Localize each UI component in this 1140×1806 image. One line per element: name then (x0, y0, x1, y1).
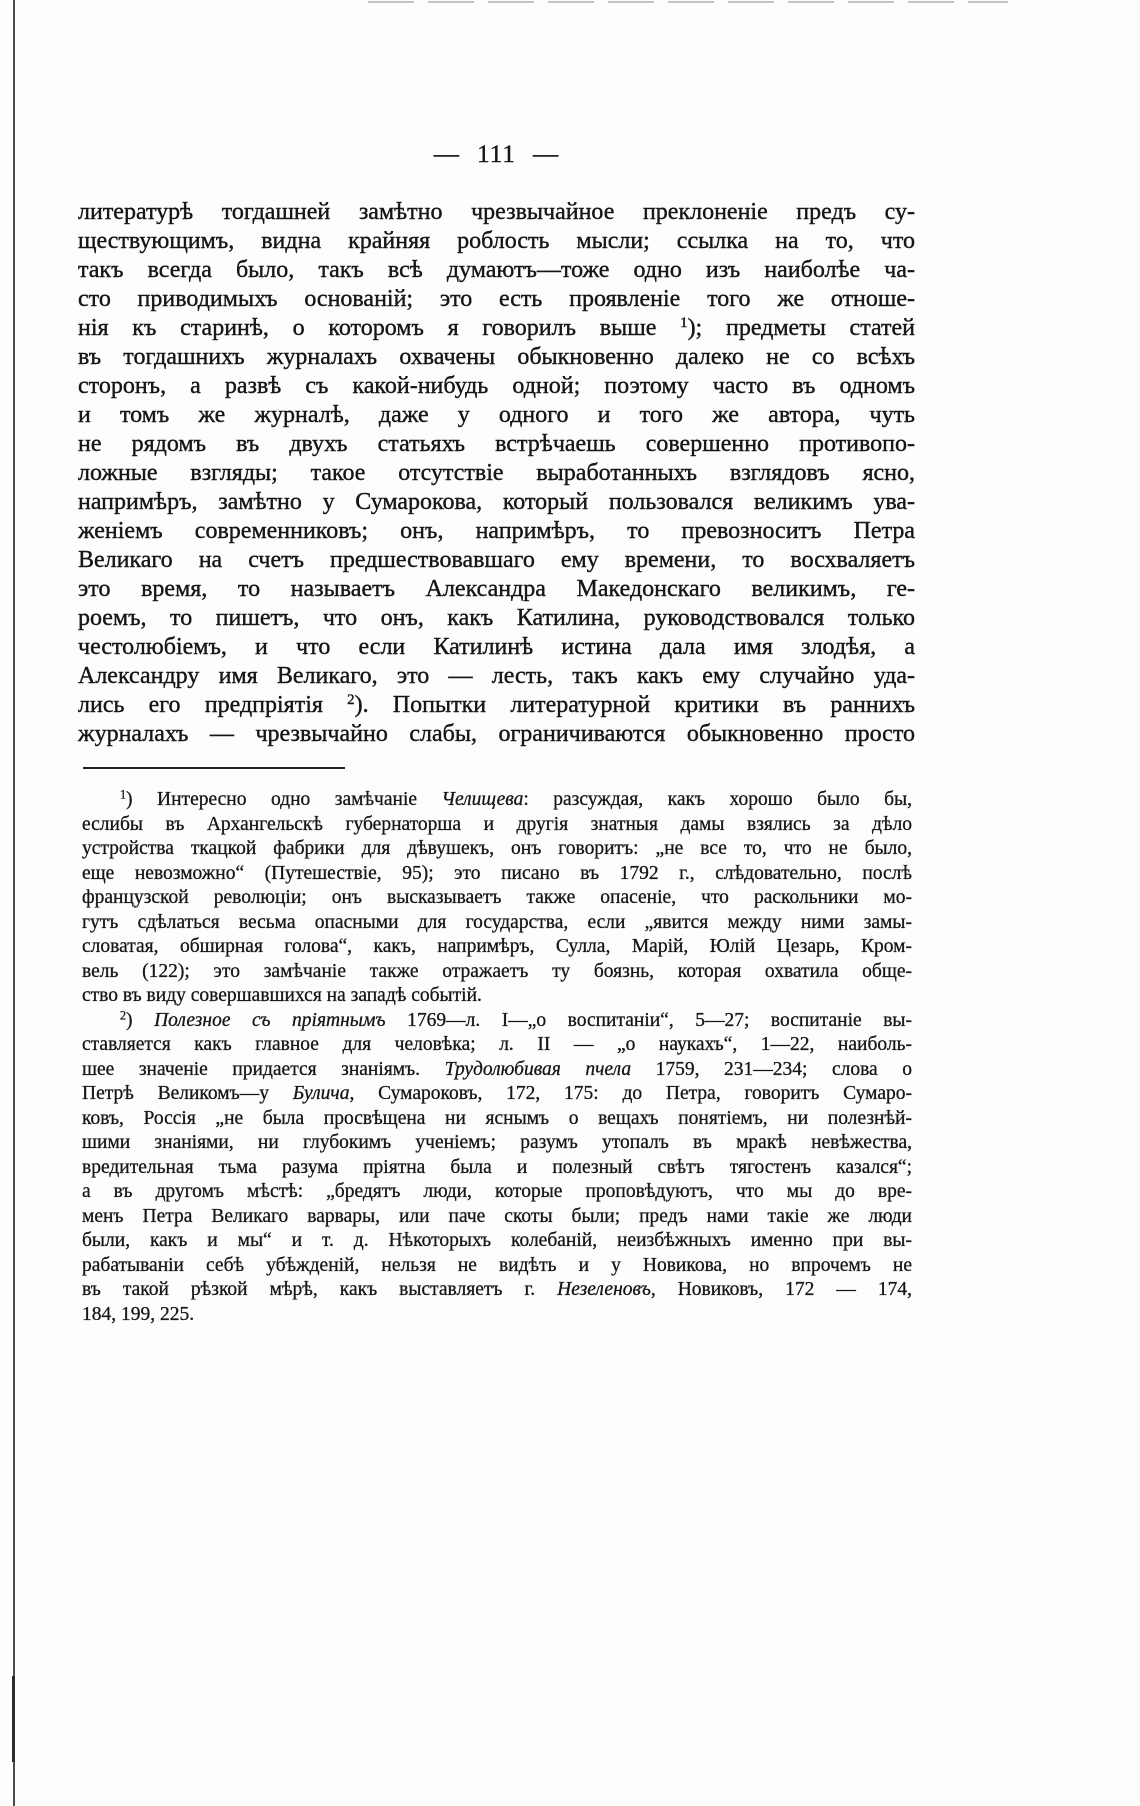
text-run: журналахъ — чрезвычайно слабы, ограничиваются обыкновенно просто (78, 721, 915, 747)
text-run: ставляется какъ главное для человѣка; л. II — „о наукахъ“, 1—22, наиболь- (82, 1034, 912, 1055)
text-run: въ такой рѣзкой мѣрѣ, какъ выставляетъ г. (82, 1279, 558, 1300)
footnote-line (82, 1180, 912, 1205)
italic-title: Незеленовъ (557, 1279, 651, 1300)
text-run: шими знаніями, ни глубокимъ ученіемъ; разумъ утопалъ въ мракѣ невѣжества, (82, 1132, 912, 1153)
footnote-line (82, 1303, 912, 1328)
body-line (78, 720, 915, 749)
body-line (78, 198, 915, 227)
text-run: французской революціи; онъ высказываетъ также опасеніе, что раскольники мо- (82, 887, 912, 908)
scan-edge-line (13, 0, 15, 1806)
text-run: женіемъ современниковъ; онъ, напримѣръ, то превозноситъ Петра (78, 518, 915, 544)
footnote-reference: 2 (347, 691, 355, 708)
italic-title: Трудолюбивая пчела (444, 1058, 632, 1080)
text-run: рабатываніи себѣ убѣжденій, нельзя не видѣть и у Новикова, но впрочемъ не (82, 1254, 912, 1276)
footnote-marker: 2 (120, 1007, 127, 1022)
text-run: 184, 199, 225. (82, 1303, 195, 1325)
body-line (78, 691, 915, 720)
footnotes (82, 788, 912, 1327)
footnote-reference: 1 (680, 314, 688, 331)
footnote-line (82, 788, 912, 813)
text-run: это время, то называетъ Александра Македонскаго великимъ, ге- (78, 576, 915, 602)
text-run: ). Попытки литературной критики въ раннихъ (354, 692, 916, 718)
body-line (78, 372, 915, 401)
text-run: а въ другомъ мѣстѣ: „бредятъ люди, которые проповѣдуютъ, что мы до вре- (82, 1181, 912, 1202)
footnote-line (82, 862, 912, 887)
text-run: литературѣ тогдашней замѣтно чрезвычайное преклоненіе предъ су- (78, 199, 915, 225)
footnote-line (82, 984, 912, 1009)
body-line (78, 256, 915, 285)
main-text (78, 198, 915, 749)
footnote-1 (82, 788, 912, 1009)
text-run: лись его предпріятія (78, 692, 348, 718)
body-line (78, 459, 915, 488)
text-run: устройства ткацкой фабрики для дѣвушекъ, онъ говоритъ: „не все то, что не было, (82, 838, 912, 859)
text-run: ); предметы статей (687, 315, 916, 341)
text-run: , Новиковъ, 172 — 174, (650, 1279, 913, 1300)
text-run: ковъ, Россія „не была просвѣщена ни яснымъ о вещахъ понятіемъ, ни полезнѣй- (82, 1107, 912, 1129)
text-run: роемъ, то пишетъ, что онъ, какъ Катилина, руководствовался только (78, 605, 915, 631)
body-line (78, 488, 915, 517)
italic-title: Полезное съ пріятнымъ (154, 1009, 386, 1031)
text-run: въ тогдашнихъ журналахъ охвачены обыкновенно далеко не со всѣхъ (78, 344, 915, 370)
footnote-marker: 1 (120, 787, 127, 802)
text-run: ложные взгляды; такое отсутствіе выработанныхъ взглядовъ ясно, (78, 460, 915, 486)
footnote-line (82, 935, 912, 960)
text-run: 1759, 231—234; слова о (631, 1058, 912, 1080)
text-run: и томъ же журналѣ, даже у одного и того же автора, чуть (78, 402, 915, 428)
text-run: такъ всегда было, такъ всѣ думаютъ—тоже одно изъ наиболѣе ча- (78, 257, 915, 283)
text-run: ществующимъ, видна крайняя роблость мысли; ссылка на то, что (78, 228, 915, 254)
text-run: были, какъ и мы“ и т. д. Нѣкоторыхъ колебаній, неизбѣжныхъ именно при вы- (82, 1230, 912, 1251)
footnote-line (82, 1058, 912, 1083)
body-line (78, 401, 915, 430)
body-line (78, 343, 915, 372)
scan-top-artifact (368, 1, 1008, 3)
italic-title: Челищева (441, 789, 524, 810)
body-line (78, 517, 915, 546)
body-line (78, 575, 915, 604)
text-run: : разсуждая, какъ хорошо было бы, (523, 789, 912, 810)
footnote-line (82, 1205, 912, 1230)
text-run: напримѣръ, замѣтно у Сумарокова, который пользовался великимъ ува- (78, 489, 915, 515)
text-run: , Сумароковъ, 172, 175: до Петра, говоритъ Сумаро- (349, 1083, 912, 1104)
footnote-line (82, 960, 912, 985)
text-run: ство въ виду совершавшихся на западѣ событій. (82, 985, 482, 1006)
text-run: еще невозможно“ (Путешествіе, 95); это писано въ 1792 г., слѣдовательно, послѣ (82, 862, 912, 884)
text-run: Александру имя Великаго, это — лесть, такъ какъ ему случайно уда- (78, 663, 915, 689)
text-run: сто приводимыхъ основаній; это есть проявленіе того же отноше- (78, 286, 915, 312)
body-line (78, 546, 915, 575)
text-run: гутъ сдѣлаться весьма опасными для государства, если „явится между ними замы- (82, 911, 912, 933)
footnote-line (82, 1278, 912, 1303)
footnote-line (82, 1254, 912, 1279)
text-run: ) (126, 1009, 155, 1031)
footnote-line (82, 886, 912, 911)
footnote-line (82, 813, 912, 838)
text-run: Великаго на счетъ предшествовавшаго ему времени, то восхваляетъ (78, 547, 915, 573)
text-run: нія къ старинѣ, о которомъ я говорилъ выше (78, 315, 681, 341)
body-line (78, 662, 915, 691)
footnote-line (82, 1082, 912, 1107)
footnote-line (82, 1033, 912, 1058)
text-run: словатая, обширная голова“, какъ, напримѣръ, Сулла, Марій, Юлій Цезарь, Кром- (82, 936, 912, 957)
footnote-2 (82, 1009, 912, 1328)
body-line (78, 285, 915, 314)
body-line (78, 314, 915, 343)
text-run: вель (122); это замѣчаніе также отражаетъ ту боязнь, которая охватила обще- (82, 960, 912, 982)
scan-edge-mark (12, 1676, 15, 1762)
text-run: 1769—л. I—„о воспитаніи“, 5—27; воспитаніе вы- (385, 1009, 912, 1031)
italic-title: Булича (292, 1083, 350, 1104)
body-line (78, 604, 915, 633)
text-run: шее значеніе придается знаніямъ. (82, 1058, 445, 1080)
text-run: Петрѣ Великомъ—у (82, 1083, 293, 1104)
text-run: честолюбіемъ, и что если Катилинѣ истина дала имя злодѣя, а (78, 634, 915, 660)
body-line (78, 430, 915, 459)
text-run: вредительная тьма разума пріятна была и полезный свѣтъ тягостенъ казался“; (82, 1156, 912, 1178)
footnote-line (82, 1009, 912, 1034)
footnote-line (82, 1229, 912, 1254)
footnote-line (82, 1131, 912, 1156)
body-line (78, 227, 915, 256)
footnote-line (82, 837, 912, 862)
footnote-line (82, 1156, 912, 1181)
footnote-line (82, 911, 912, 936)
footnote-separator (83, 767, 345, 769)
text-run: не рядомъ въ двухъ статьяхъ встрѣчаешь совершенно противопо- (78, 431, 915, 457)
text-run: еслибы въ Архангельскѣ губернаторша и другія знатныя дамы взялись за дѣло (82, 813, 912, 835)
footnote-line (82, 1107, 912, 1132)
page-number: — 111 — (433, 141, 560, 168)
text-run: ) Интересно одно замѣчаніе (126, 789, 442, 810)
text-run: сторонъ, а развѣ съ какой-нибудь одной; поэтому часто въ одномъ (78, 373, 915, 399)
body-line (78, 633, 915, 662)
text-run: менъ Петра Великаго варвары, или паче скоты были; предъ нами такіе же люди (82, 1205, 912, 1227)
